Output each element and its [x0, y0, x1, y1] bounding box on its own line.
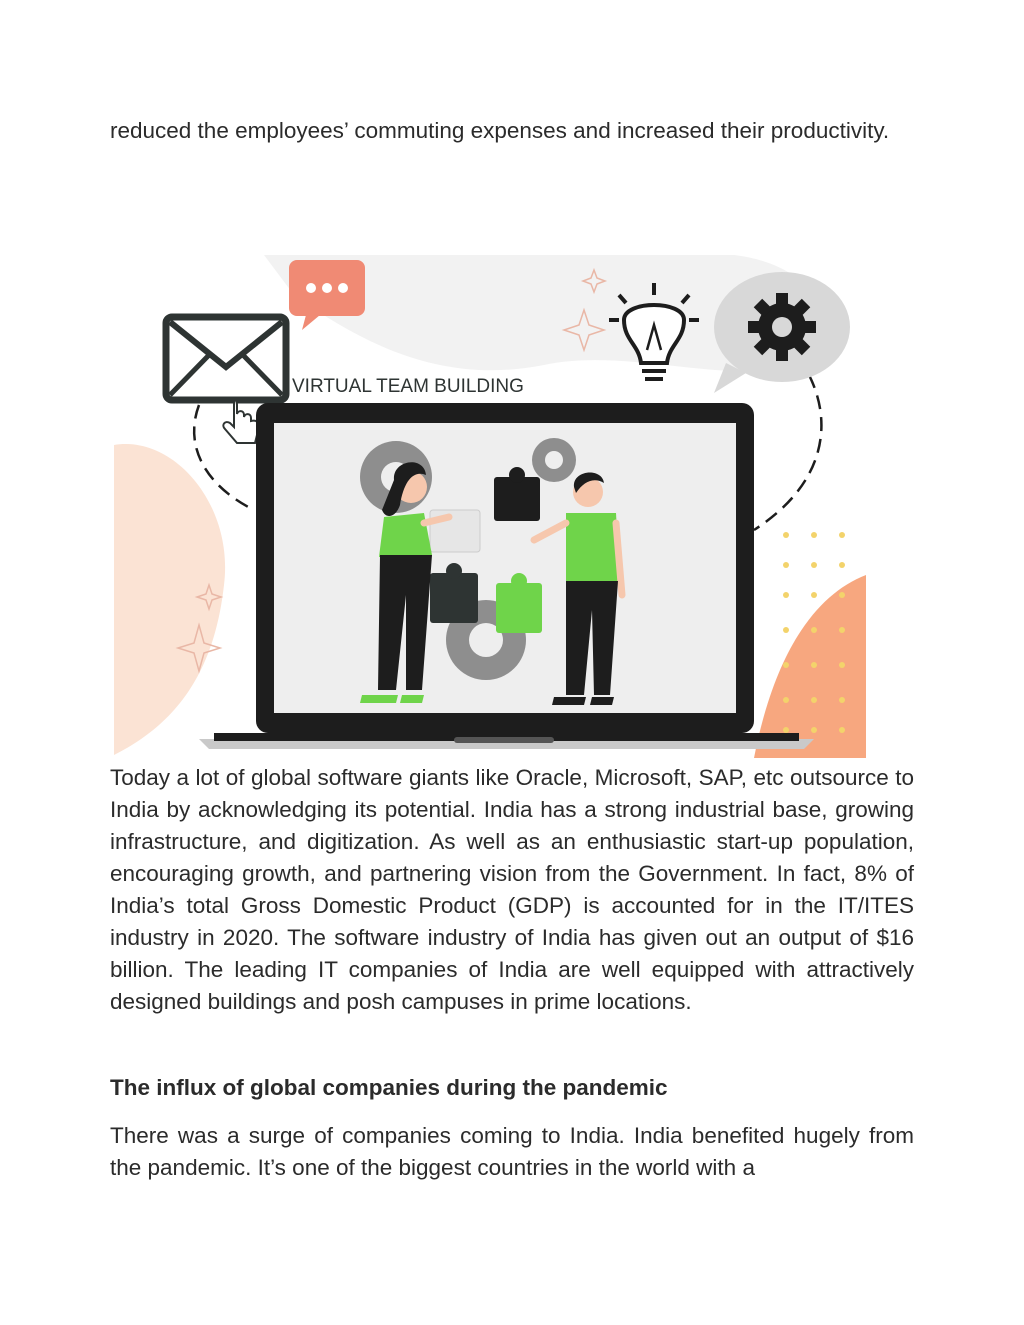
hand-cursor-icon: [223, 400, 259, 443]
section-heading: The influx of global companies during the pandemic: [110, 1075, 668, 1100]
envelope-icon: [166, 317, 286, 400]
virtual-team-building-illustration: [114, 255, 866, 758]
tail-paragraph: There was a surge of companies coming to India. India benefited hugely from the pandemic. It’s one of the biggest countries in the world with a: [110, 1123, 914, 1180]
intro-paragraph: reduced the employees’ commuting expenses and increased their productivity.: [110, 118, 890, 143]
gear-icon: [714, 272, 850, 393]
illustration-caption: VIRTUAL TEAM BUILDING: [292, 376, 524, 397]
laptop: [199, 403, 814, 749]
body-paragraph: Today a lot of global software giants like Oracle, Microsoft, SAP, etc outsource to India by acknowledging its potential. India has a strong industrial base, growing infrastructure, and digitization. As well as an enthusiastic start-up population, encouraging growth, and partnering vision from the Government. In fact, 8% of India’s total Gross Domestic Product (GDP) is accounted for in the IT/ITES industry in 2020. The software industry of India has given out an output of $16 billion. The leading IT companies of India are well equipped with attractively designed buildings and posh campuses in prime locations.: [110, 765, 914, 1014]
